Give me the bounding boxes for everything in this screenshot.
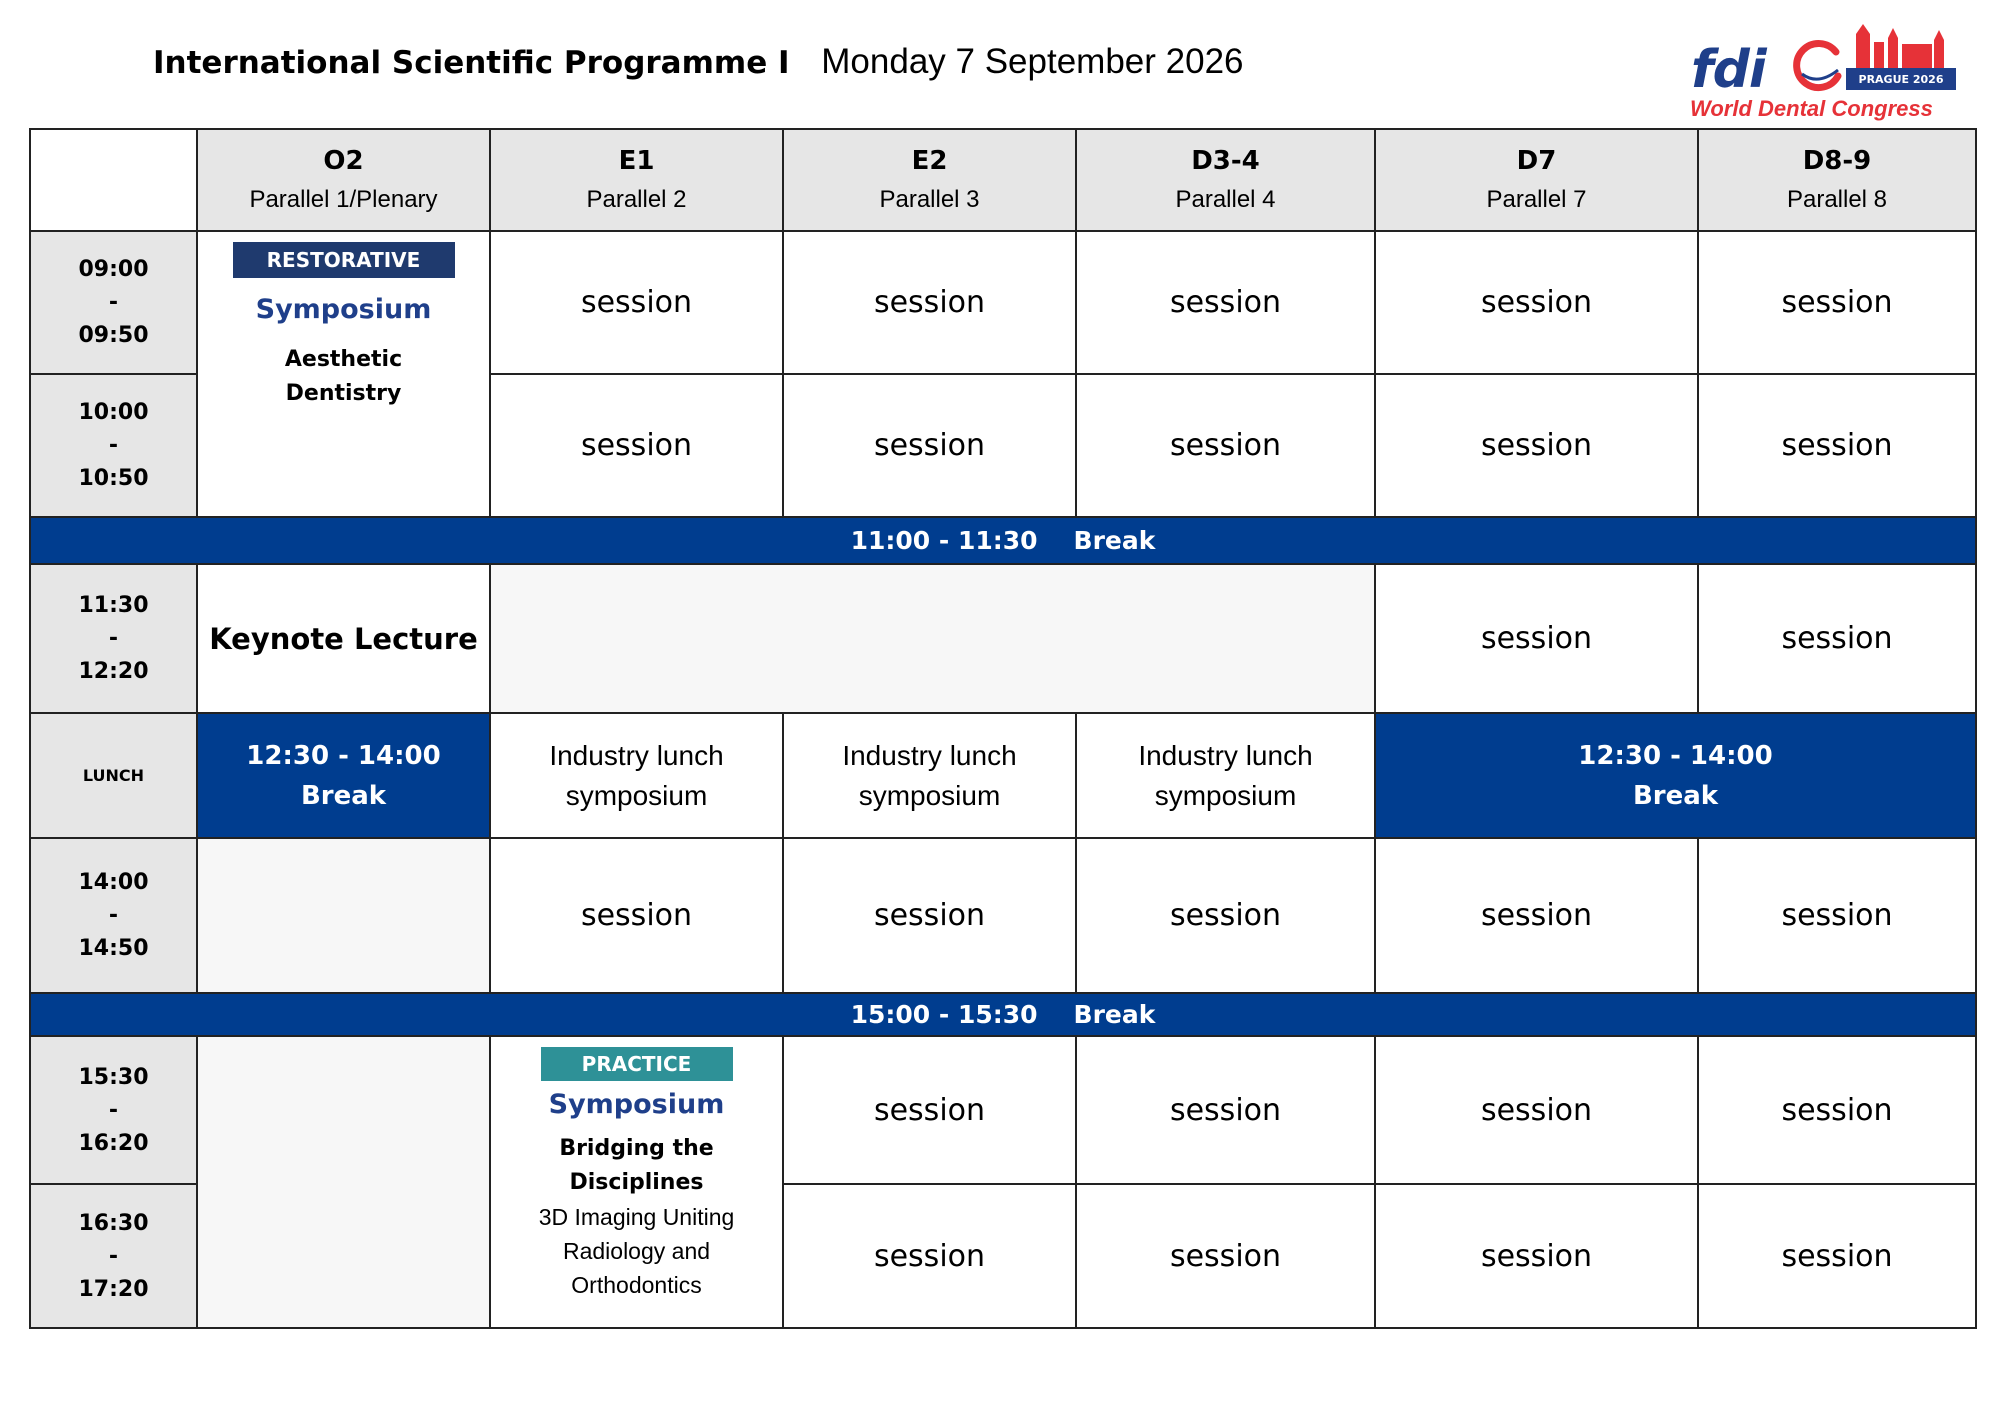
- time-slot-1400: 14:00 - 14:50: [30, 838, 197, 993]
- practice-badge: PRACTICE: [541, 1047, 733, 1081]
- break-label: Break: [1073, 1000, 1156, 1029]
- session-cell[interactable]: session: [1375, 231, 1698, 374]
- symposium-description: 3D Imaging Uniting Radiology and Orthodontics: [538, 1204, 735, 1298]
- lunch-row: [30, 713, 1976, 838]
- break-time: 11:00 - 11:30: [850, 526, 1038, 555]
- break-row-afternoon: [30, 993, 1976, 1036]
- col-header-e1: E1 Parallel 2: [490, 129, 783, 231]
- session-cell[interactable]: session: [1375, 1036, 1698, 1184]
- col-header-d7: D7 Parallel 7: [1375, 129, 1698, 231]
- fdi-wordmark: fdi: [1691, 40, 1766, 100]
- break-time: 15:00 - 15:30: [850, 1000, 1038, 1029]
- slot-row-3: [30, 564, 1976, 713]
- col-header-d8-9: D8-9 Parallel 8: [1698, 129, 1976, 231]
- symposium-subtitle: Aesthetic Dentistry: [284, 347, 403, 406]
- programme-grid: [29, 128, 1977, 1329]
- symposium-subtitle: Bridging the Disciplines: [559, 1136, 714, 1195]
- programme-title: International Scientific Programme I: [153, 45, 790, 81]
- session-cell[interactable]: session: [490, 231, 783, 374]
- header-corner: [30, 129, 197, 231]
- session-cell[interactable]: session: [1698, 1036, 1976, 1184]
- time-slot-1000: 10:00 - 10:50: [30, 374, 197, 517]
- slot-row-5: [30, 1036, 1976, 1184]
- break-banner-afternoon: [30, 993, 1976, 1036]
- session-cell[interactable]: session: [1698, 374, 1976, 517]
- fdi-logo: [1688, 22, 1960, 122]
- session-cell[interactable]: session: [1076, 374, 1375, 517]
- session-cell[interactable]: session: [783, 374, 1076, 517]
- break-banner-morning: [30, 517, 1976, 564]
- session-cell[interactable]: session: [1375, 564, 1698, 713]
- col-header-o2: O2 Parallel 1/Plenary: [197, 129, 490, 231]
- time-slot-1130: 11:30 - 12:20: [30, 564, 197, 713]
- session-cell[interactable]: session: [1698, 564, 1976, 713]
- session-cell[interactable]: session: [1076, 1036, 1375, 1184]
- prague-badge-text: PRAGUE 2026: [1858, 73, 1944, 86]
- break-label: Break: [1073, 526, 1156, 555]
- session-cell[interactable]: session: [1076, 1184, 1375, 1328]
- world-dental-congress-label: World Dental Congress: [1690, 96, 1933, 121]
- restorative-badge: RESTORATIVE: [233, 242, 455, 278]
- empty-cell: [197, 1036, 490, 1328]
- session-cell[interactable]: session: [1698, 1184, 1976, 1328]
- keynote-lecture[interactable]: Keynote Lecture: [197, 564, 490, 713]
- session-cell[interactable]: session: [783, 1184, 1076, 1328]
- session-cell[interactable]: session: [1375, 1184, 1698, 1328]
- page-title: [153, 42, 1244, 82]
- session-cell[interactable]: session: [1375, 374, 1698, 517]
- col-header-e2: E2 Parallel 3: [783, 129, 1076, 231]
- programme-date: Monday 7 September 2026: [821, 42, 1244, 81]
- session-cell[interactable]: session: [1375, 838, 1698, 993]
- session-cell[interactable]: session: [1698, 231, 1976, 374]
- symposium-title: Symposium: [255, 294, 432, 325]
- industry-lunch-symposium[interactable]: Industry lunch symposium: [490, 713, 783, 838]
- session-cell[interactable]: session: [1076, 838, 1375, 993]
- time-slot-1630: 16:30 - 17:20: [30, 1184, 197, 1328]
- header-row: [30, 129, 1976, 231]
- time-slot-lunch: LUNCH: [30, 713, 197, 838]
- time-slot-0900: 09:00 - 09:50: [30, 231, 197, 374]
- empty-cell: [197, 838, 490, 993]
- lunch-break-cell: 12:30 - 14:00 Break: [1375, 713, 1976, 838]
- session-cell[interactable]: session: [783, 1036, 1076, 1184]
- industry-lunch-symposium[interactable]: Industry lunch symposium: [1076, 713, 1375, 838]
- session-cell[interactable]: session: [490, 838, 783, 993]
- session-cell[interactable]: session: [783, 231, 1076, 374]
- slot-row-1: [30, 231, 1976, 374]
- session-cell[interactable]: session: [1076, 231, 1375, 374]
- time-slot-1530: 15:30 - 16:20: [30, 1036, 197, 1184]
- prague-castle-icon: [1846, 24, 1956, 90]
- col-header-d3-4: D3-4 Parallel 4: [1076, 129, 1375, 231]
- industry-lunch-symposium[interactable]: Industry lunch symposium: [783, 713, 1076, 838]
- slot-row-4: [30, 838, 1976, 993]
- break-row-morning: [30, 517, 1976, 564]
- fdi-swoosh-icon: [1788, 40, 1844, 92]
- session-cell[interactable]: session: [783, 838, 1076, 993]
- session-cell[interactable]: session: [490, 374, 783, 517]
- restorative-symposium[interactable]: [197, 231, 490, 517]
- practice-symposium[interactable]: [490, 1036, 783, 1328]
- lunch-break-cell: 12:30 - 14:00 Break: [197, 713, 490, 838]
- session-cell[interactable]: session: [1698, 838, 1976, 993]
- empty-cell: [490, 564, 1375, 713]
- symposium-title: Symposium: [548, 1089, 725, 1120]
